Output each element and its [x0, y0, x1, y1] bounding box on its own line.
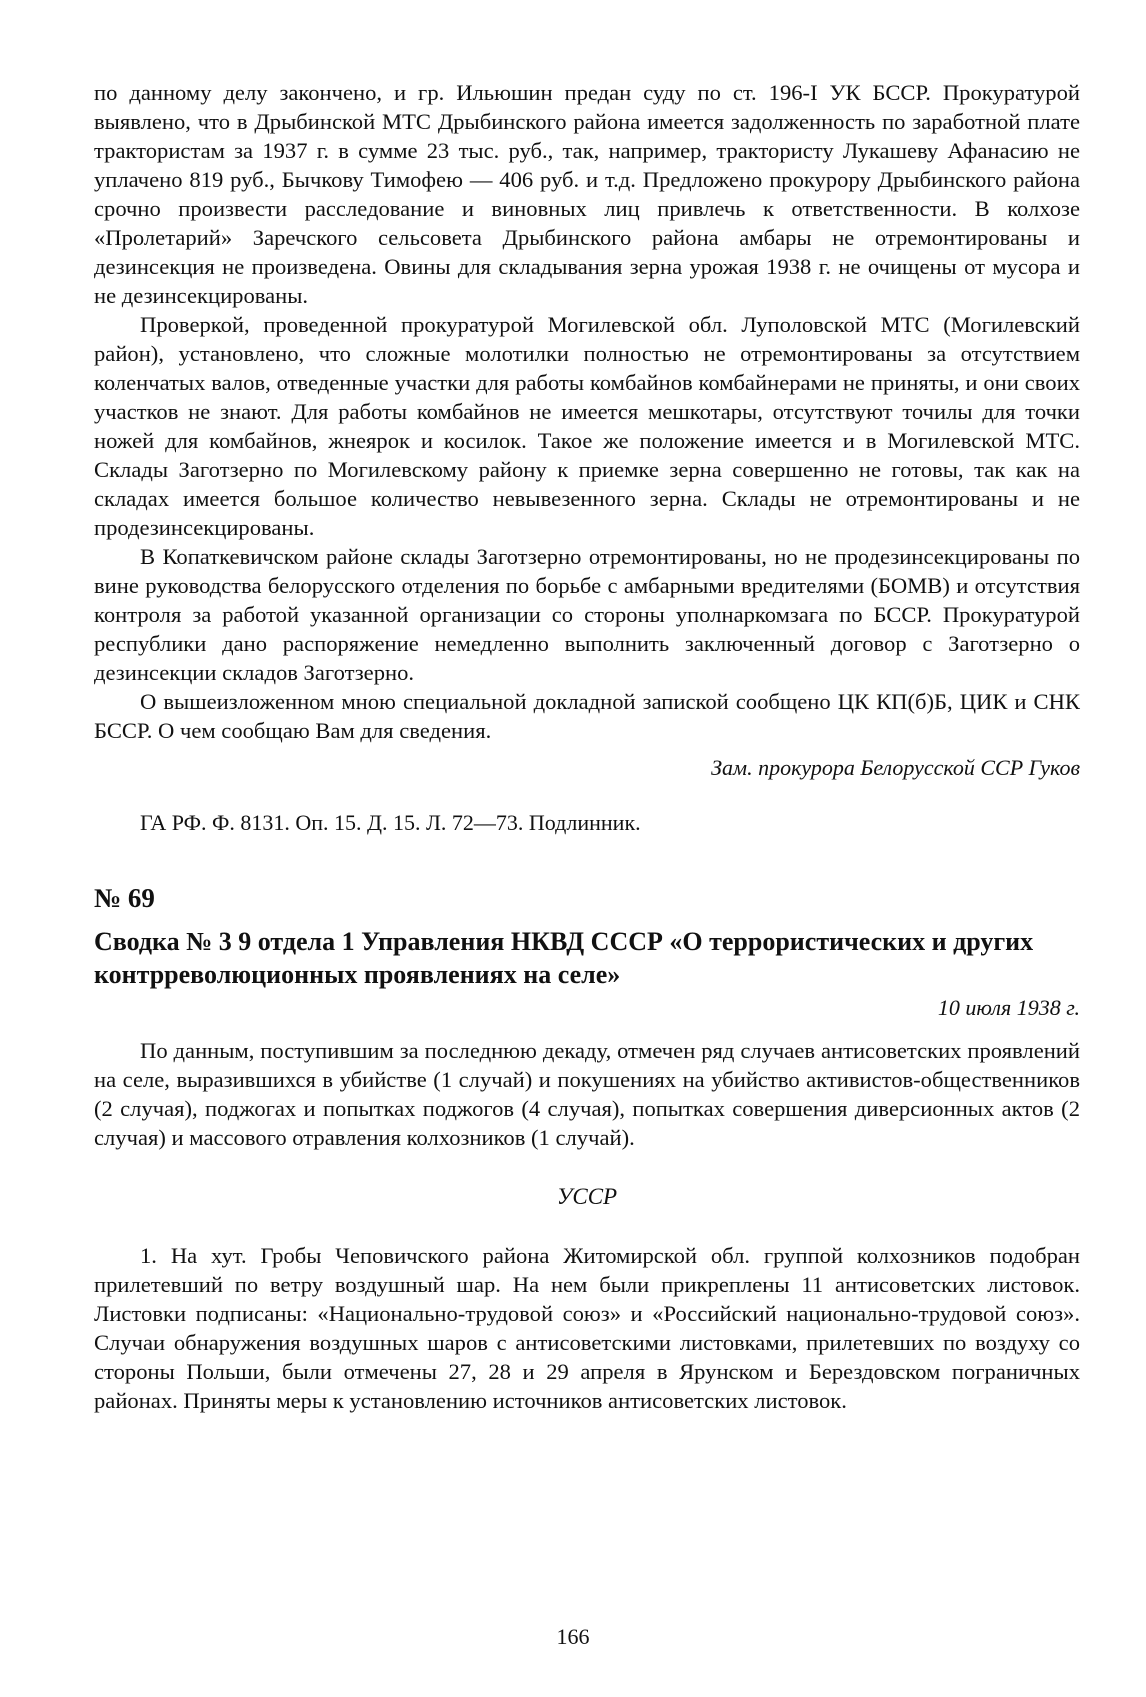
paragraph-intro: По данным, поступившим за последнюю декаду, отмечен ряд случаев антисоветских проявлений на селе, выразившихся в убийстве (1 случай) и покушениях на убийство активистов-общественников (2 случая), поджогах и попытках поджогов (4 случая), попытках совершения диверсионных актов (2 случая) и массового отравления колхозников (1 случай).: [94, 1038, 1080, 1150]
signature: Зам. прокурора Белорусской ССР Гуков: [711, 755, 1080, 780]
paragraph-mogilev-check: Проверкой, проведенной прокуратурой Могилевской обл. Луполовской МТС (Могилевский район), установлено, что сложные молотилки полностью не отремонтированы за отсутствием коленчатых валов, отведенные участки для работы комбайнов комбайнерами не приняты, и они своих участков не знают. Для работы комбайнов не имеется мешкотары, отсутствуют точилы для точки ножей для комбайнов, жнеярок и косилок. Такое же положение имеется и в Могилевской МТС. Склады Заготзерно по Могилевскому району к приемке зерна совершенно не готовы, так как на складах имеется большое количество невывезенного зерна. Склады не отремонтированы и не продезинсекцированы.: [94, 312, 1080, 540]
document-number: № 69: [94, 883, 155, 913]
paragraph-continuation: по данному делу закончено, и гр. Ильюшин предан суду по ст. 196-I УК БССР. Прокуратурой выявлено, что в Дрыбинской МТС Дрыбинского района имеется задолженность по заработной плате трактористам за 1937 г. в сумме 23 тыс. руб., так, например, трактористу Лукашеву Афанасию не уплачено 819 руб., Бычкову Тимофею — 406 руб. и т.д. Предложено прокурору Дрыбинского района срочно произвести расследование и виновных лиц привлечь к ответственности. В колхозе «Пролетарий» Заречского сельсовета Дрыбинского района амбары не отремонтированы и дезинсекция не произведена. Овины для складывания зерна урожая 1938 г. не очищены от мусора и не дезинсекцированы.: [94, 80, 1080, 308]
paragraph-kopatkevichi: В Копаткевичском районе склады Заготзерно отремонтированы, но не продезинсекцированы по вине руководства белорусского отделения по борьбе с амбарными вредителями (БОМВ) и отсутствия контроля за работой указанной организации со стороны уполнаркомзага по БССР. Прокуратурой республики дано распоряжение немедленно выполнить заключенный договор с Заготзерно о дезинсекции складов Заготзерно.: [94, 544, 1080, 685]
document-title: Сводка № 3 9 отдела 1 Управления НКВД СССР «О террористических и других контрреволюционных проявлениях на селе»: [94, 927, 1034, 989]
archive-reference: ГА РФ. Ф. 8131. Оп. 15. Д. 15. Л. 72—73. Подлинник.: [140, 810, 641, 835]
page-number: 166: [556, 1624, 590, 1649]
paragraph-report-note: О вышеизложенном мною специальной докладной запиской сообщено ЦК КП(б)Б, ЦИК и СНК БССР. О чем сообщаю Вам для сведения.: [94, 689, 1080, 743]
section-heading-ussr: УССР: [556, 1184, 618, 1209]
paragraph-item-1: 1. На хут. Гробы Чеповичского района Житомирской обл. группой колхозников подобран прилетевший по ветру воздушный шар. На нем были прикреплены 11 антисоветских листовок. Листовки подписаны: «Национально-трудовой союз» и «Российский национально-трудовой союз». Случаи обнаружения воздушных шаров с антисоветскими листовками, прилетевших по воздуху со стороны Польши, были отмечены 27, 28 и 29 апреля в Ярунском и Берездовском пограничных районах. Приняты меры к установлению источников антисоветских листовок.: [94, 1243, 1080, 1413]
page-body: [94, 78, 1080, 1415]
document-date: 10 июля 1938 г.: [937, 995, 1080, 1020]
